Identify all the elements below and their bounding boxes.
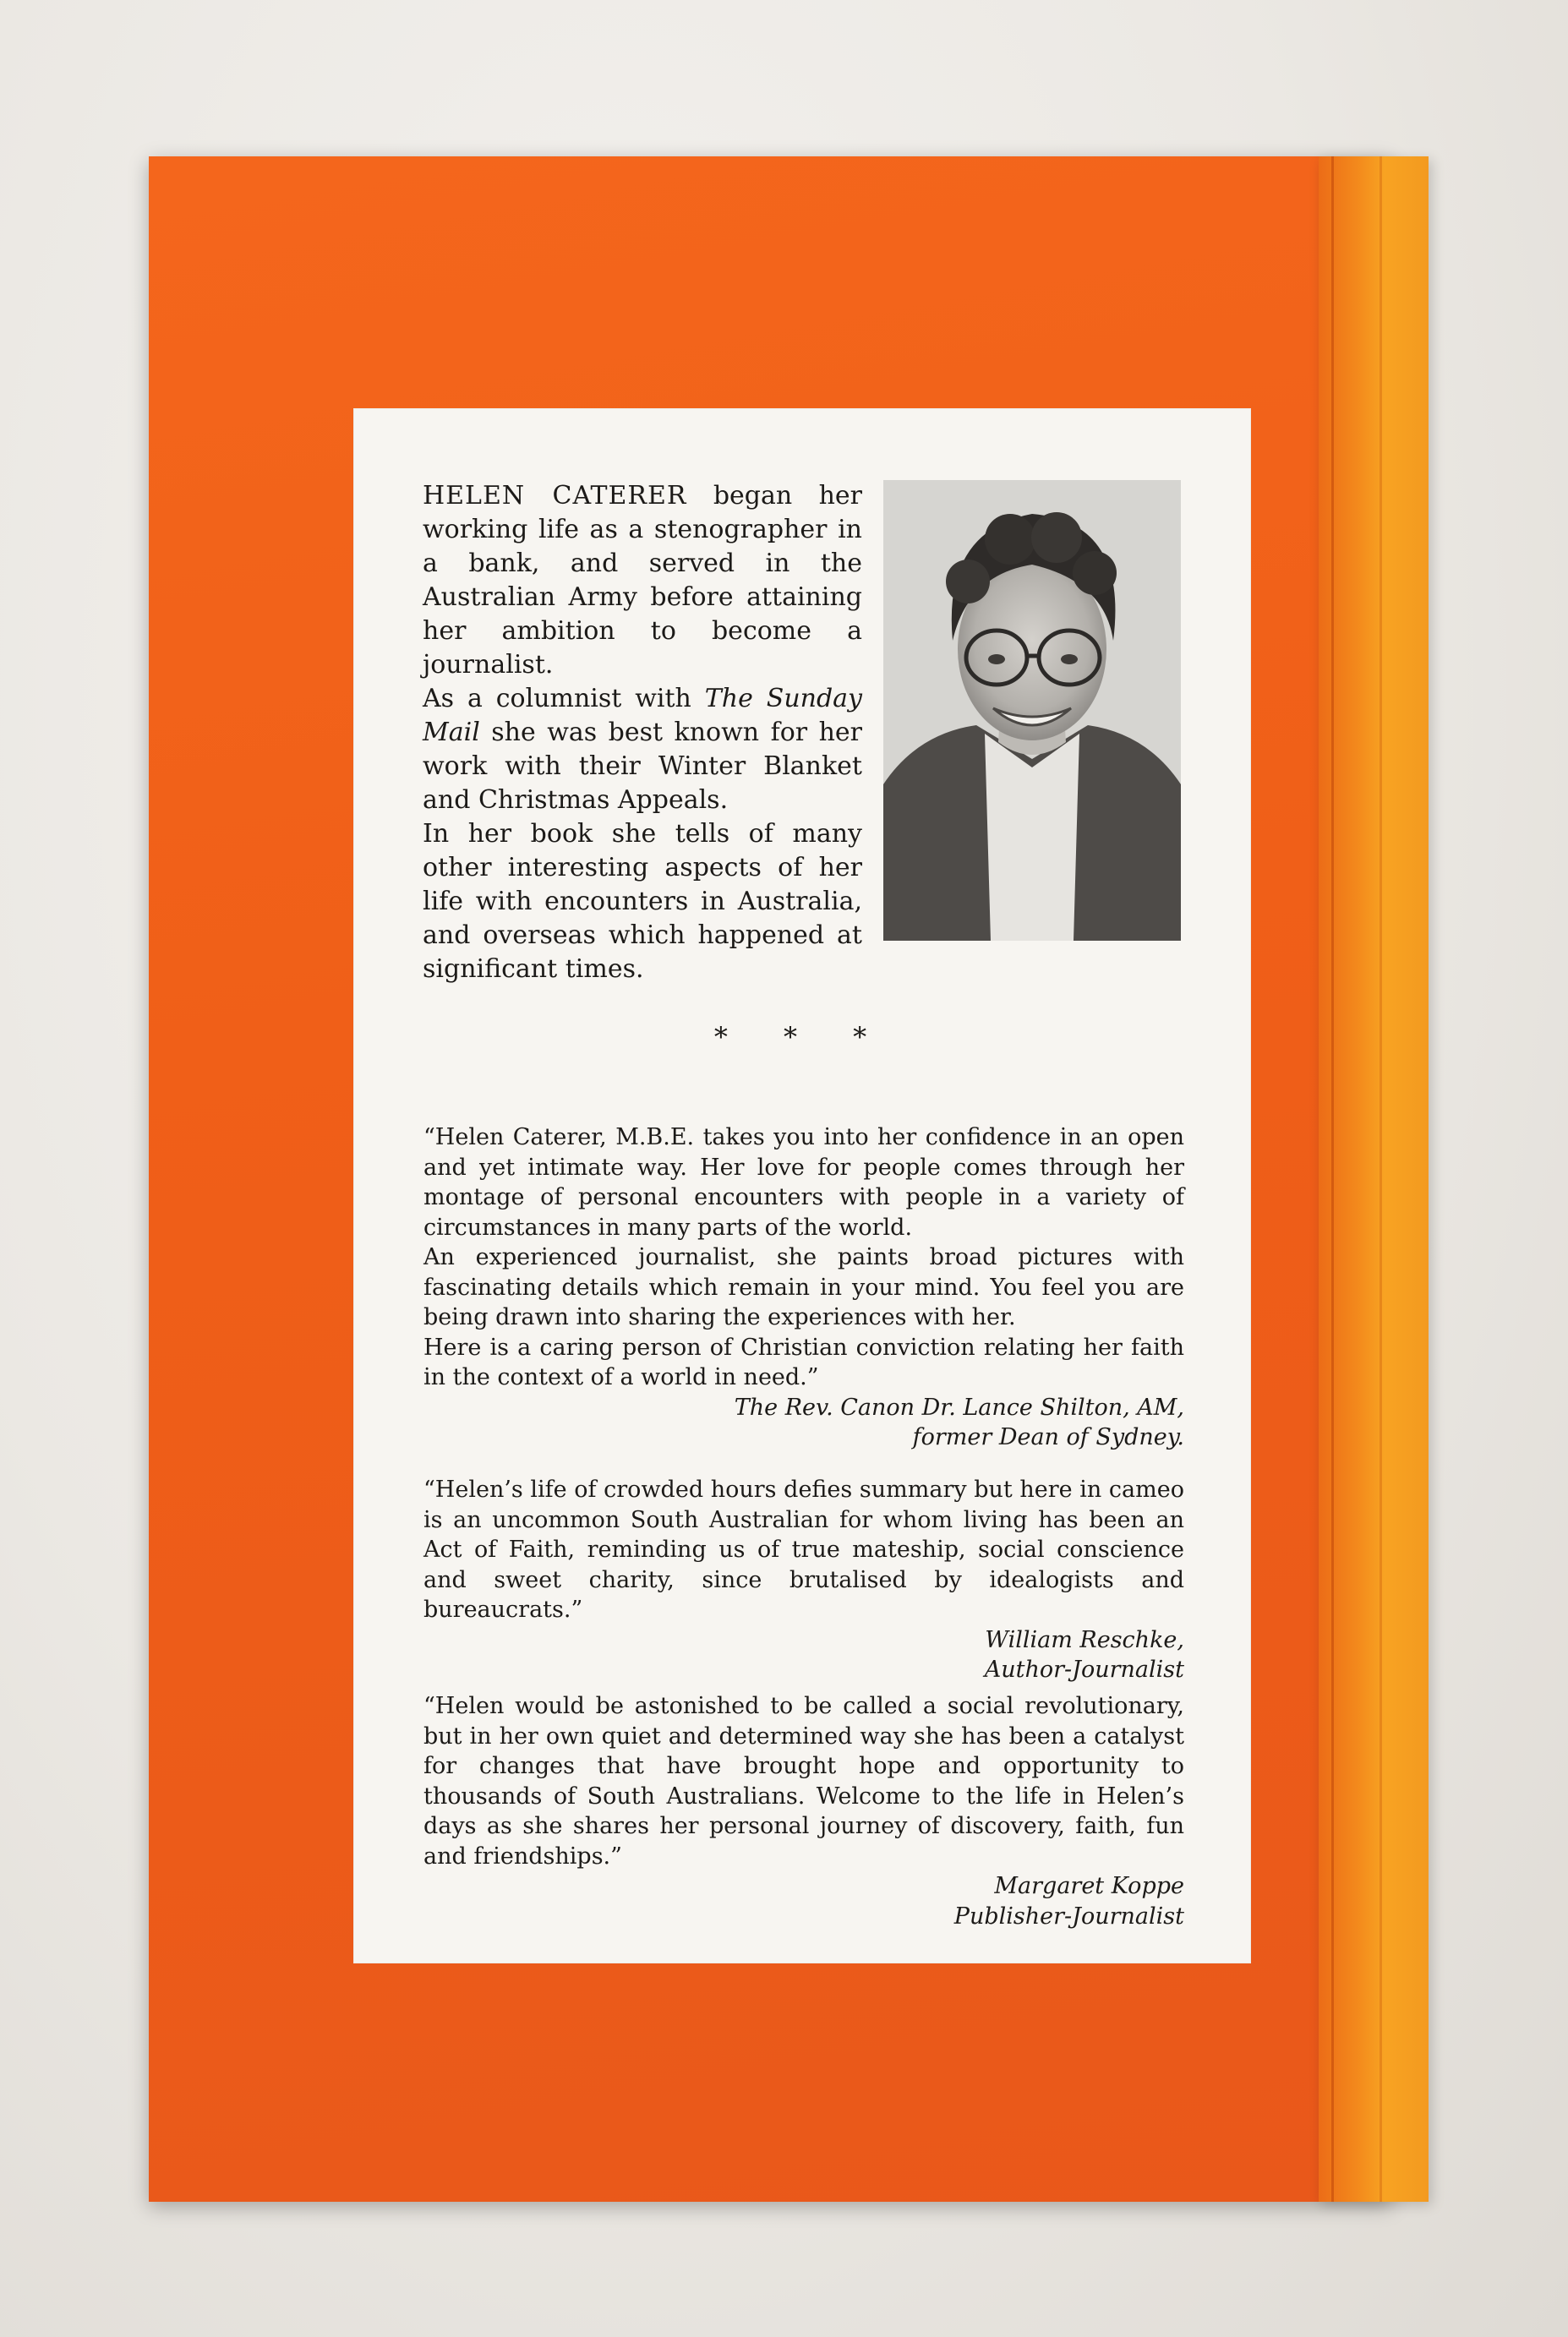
author-portrait [883,480,1181,941]
quote-paragraph: “Helen would be astonished to be called a social revolutionary, but in her own quiet and determined way she has been a catalyst for changes that have brought hope and opportunity to thousands of South Australians. Welcome to the life in Helen’s days as she shares her personal journey of discovery, faith, fun and friendships.” [423,1693,1184,1870]
bio-text: she was best known for her work with their Winter Blanket and Christmas Appeals. [423,718,862,815]
endorsement-quote [423,1691,1184,1931]
quote-author-role: Author-Journalist [984,1657,1184,1683]
blurb-panel [353,408,1251,1963]
endorsement-quote [423,1122,1184,1453]
quote-paragraph: “Helen’s life of crowded hours defies summary but here in cameo is an uncommon South Australian for whom living has been an Act of Faith, reminding us of true mateship, social conscience and sweet charity, since brutalised by idealogists and bureaucrats.” [423,1477,1184,1623]
author-bio [423,479,862,986]
quote-paragraph: Here is a caring person of Christian conviction relating her faith in the context of a world in need.” [423,1334,1184,1390]
quote-author: William Reschke, [985,1626,1184,1653]
spine-fold-line [1380,156,1382,2202]
quote-paragraph: An experienced journalist, she paints broad pictures with fascinating details which remain in your mind. You feel you are being drawn into sharing the experiences with her. [423,1244,1184,1330]
quote-paragraph: “Helen Caterer, M.B.E. takes you into her confidence in an open and yet intimate way. Her love for people comes through her montage of personal encounters with people in a variety of circumstances in many parts of the world. [423,1124,1184,1241]
author-name: HELEN CATERER [423,481,687,511]
newspaper-title: The Sunday Mail [423,684,862,747]
quote-author-role: Publisher-Journalist [953,1903,1184,1930]
endorsement-quote [423,1475,1184,1685]
bio-text: As a columnist with [423,684,705,713]
book-spine [1319,156,1429,2202]
quote-author: The Rev. Canon Dr. Lance Shilton, AM, [734,1394,1184,1421]
section-separator: * * * [713,1021,891,1053]
quote-author: Margaret Koppe [994,1873,1184,1899]
portrait-photo-icon [883,480,1181,941]
spine-fold-line [1331,156,1334,2202]
bio-text: In her book she tells of many other interesting aspects of her life with encounters in Australia, and overseas which happened at significant times. [423,819,862,984]
bio-text: began her working life as a stenographer in a bank, and served in the Australian Army before attaining her ambition to become a journalist. [423,481,862,680]
quote-author-role: former Dean of Sydney. [912,1424,1184,1450]
